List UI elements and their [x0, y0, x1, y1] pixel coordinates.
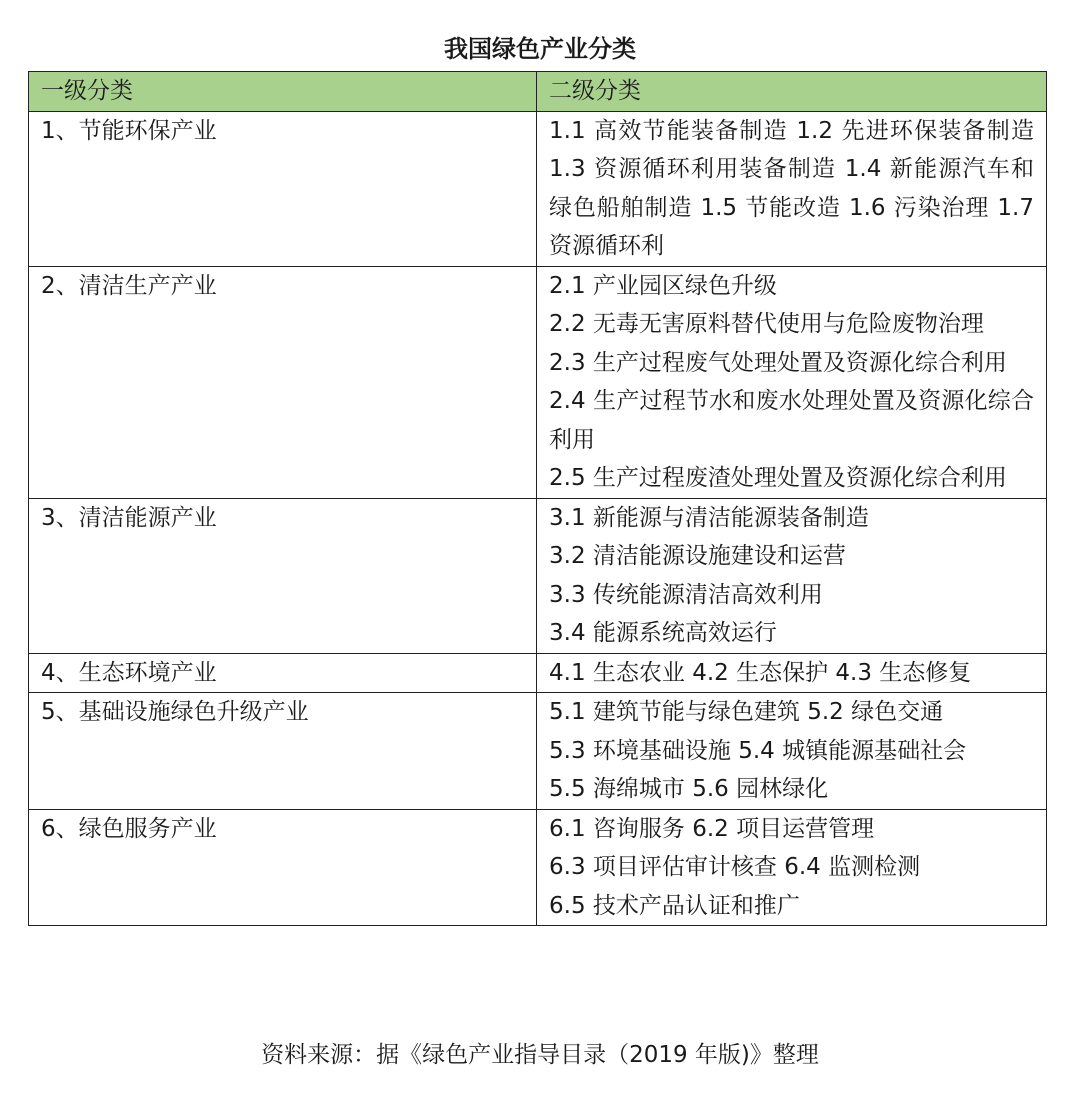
subcategory-item: 3.4 能源系统高效运行: [549, 620, 777, 646]
table-row: [29, 498, 1047, 653]
level2-cell: [537, 809, 1047, 926]
subcategory-item: 2.1 产业园区绿色升级: [549, 272, 777, 299]
table-row: [29, 111, 1047, 266]
level1-cell: 3、清洁能源产业: [29, 498, 537, 653]
level1-cell: 6、绿色服务产业: [29, 809, 537, 926]
subcategory-item: 2.5 生产过程废渣处理处置及资源化综合利用: [549, 465, 1007, 491]
subcategory-item: 1.1 高效节能装备制造 1.2 先进环保装备制造 1.3 资源循环利用装备制造 1.4 新能源汽车和绿色船舶制造 1.5 节能改造 1.6 污染治理 1.7 资源循环利: [549, 117, 1034, 259]
subcategory-item: 2.3 生产过程废气处理处置及资源化综合利用: [549, 349, 1007, 376]
classification-table: [28, 71, 1047, 926]
subcategory-item: 6.1 咨询服务 6.2 项目运营管理: [549, 815, 875, 842]
subcategory-item: 3.2 清洁能源设施建设和运营: [549, 543, 846, 569]
header-level2: 二级分类: [537, 72, 1047, 112]
subcategory-item: 6.3 项目评估审计核查 6.4 监测检测: [549, 854, 921, 880]
level2-cell: [537, 111, 1047, 266]
table-row: [29, 809, 1047, 926]
table-row: [29, 653, 1047, 693]
table-row: [29, 693, 1047, 810]
level1-cell: 1、节能环保产业: [29, 111, 537, 266]
subcategory-item: 2.2 无毒无害原料替代使用与危险废物治理: [549, 311, 984, 337]
header-level1: 一级分类: [29, 72, 537, 112]
subcategory-item: 5.1 建筑节能与绿色建筑 5.2 绿色交通: [549, 699, 944, 725]
level2-cell: [537, 266, 1047, 498]
level1-cell: 2、清洁生产产业: [29, 266, 537, 498]
level2-cell: [537, 693, 1047, 810]
subcategory-item: 5.5 海绵城市 5.6 园林绿化: [549, 776, 829, 802]
subcategory-item: 4.1 生态农业 4.2 生态保护 4.3 生态修复: [549, 659, 972, 686]
subcategory-item: 5.3 环境基础设施 5.4 城镇能源基础社会: [549, 737, 967, 764]
level1-cell: 4、生态环境产业: [29, 653, 537, 693]
table-title: 我国绿色产业分类: [444, 35, 636, 63]
level2-cell: [537, 653, 1047, 693]
subcategory-item: 2.4 生产过程节水和废水处理处置及资源化综合利用: [549, 388, 1034, 453]
level2-cell: [537, 498, 1047, 653]
subcategory-item: 3.1 新能源与清洁能源装备制造: [549, 504, 869, 531]
subcategory-item: 6.5 技术产品认证和推广: [549, 892, 800, 919]
level1-cell: 5、基础设施绿色升级产业: [29, 693, 537, 810]
source-note: 资料来源：据《绿色产业指导目录（2019 年版)》整理: [261, 1042, 819, 1068]
table-row: [29, 266, 1047, 498]
subcategory-item: 3.3 传统能源清洁高效利用: [549, 581, 823, 608]
table-header-row: [29, 72, 1047, 112]
